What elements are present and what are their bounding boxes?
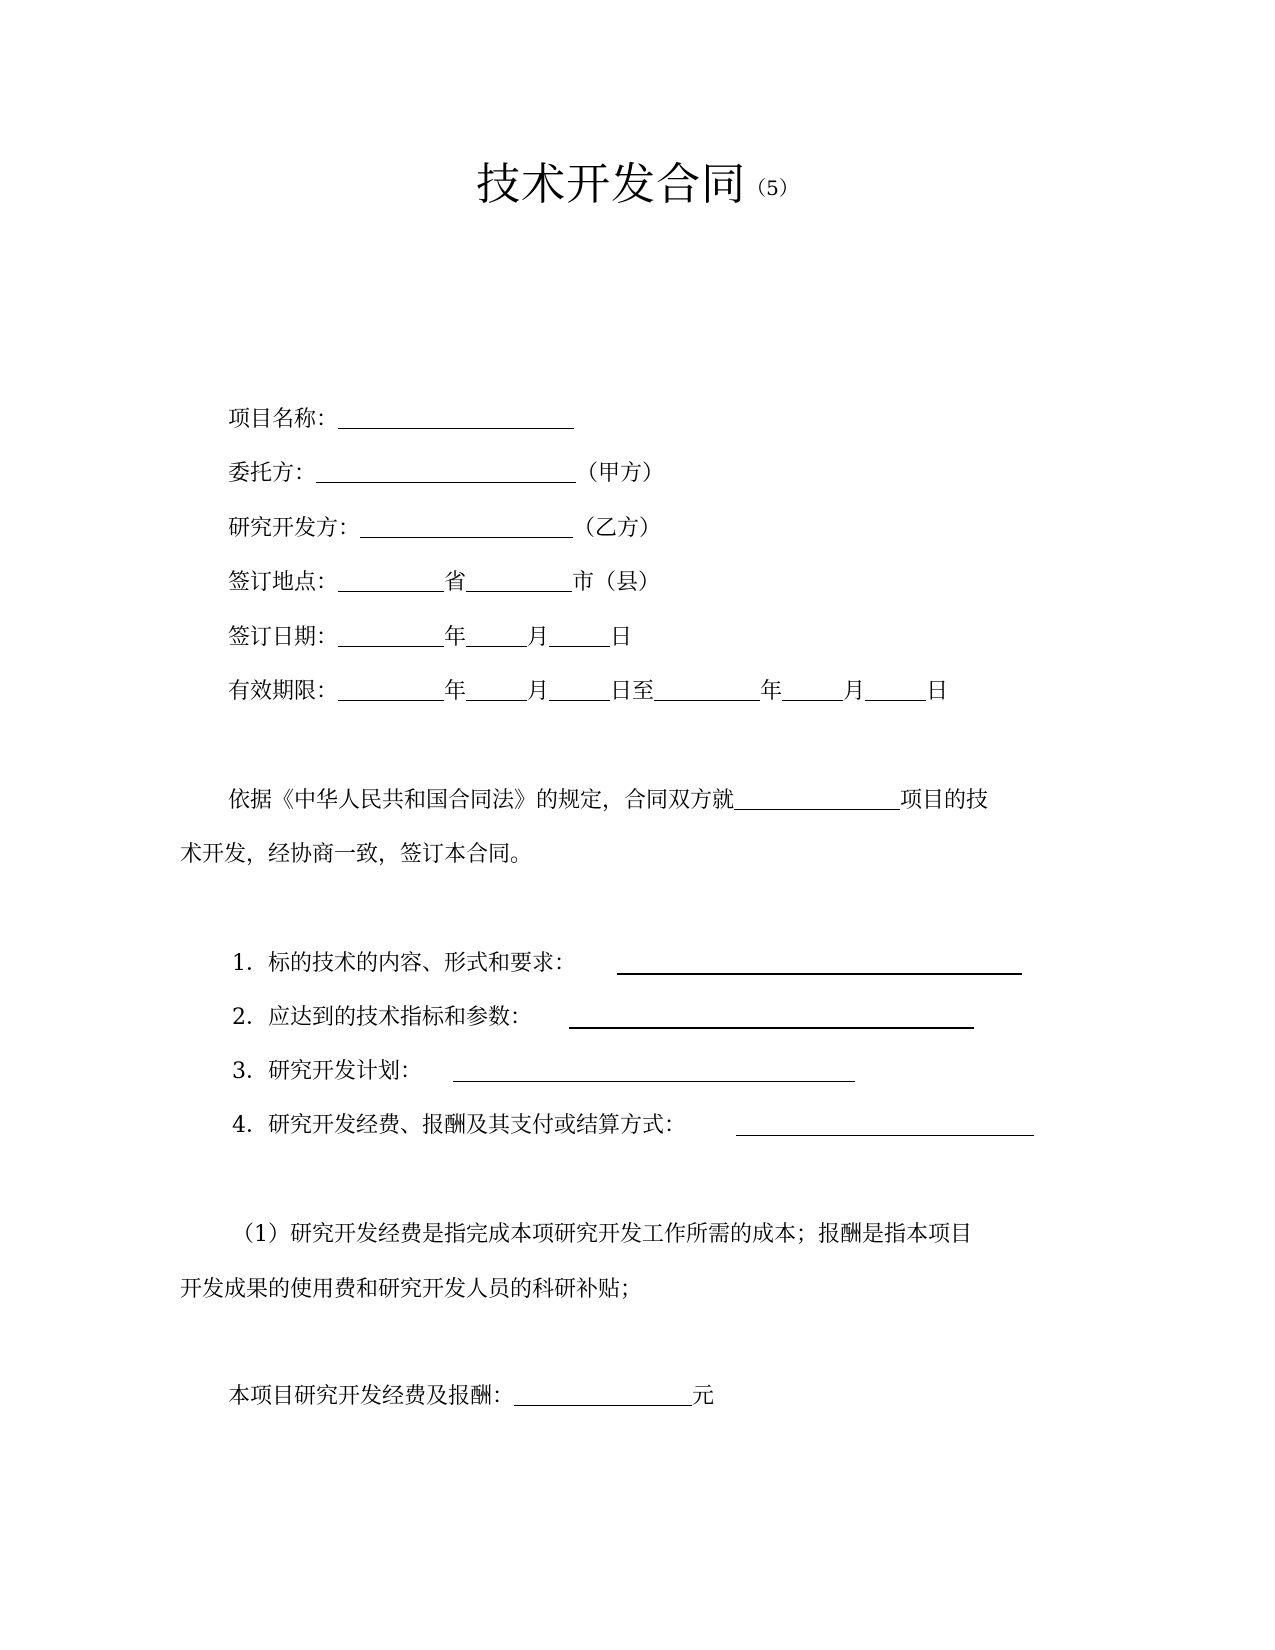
province-blank[interactable]: [338, 569, 444, 592]
start-month-blank[interactable]: [466, 678, 527, 701]
clause-4-blank[interactable]: [736, 1113, 1034, 1136]
clause-4-text: 研究开发经费、报酬及其支付或结算方式：: [268, 1113, 687, 1138]
start-year-blank[interactable]: [338, 678, 444, 701]
clause-1-number: 1．: [232, 951, 268, 976]
sub-clause-line-2: 开发成果的使用费和研究开发人员的科研补贴；: [180, 1277, 643, 1302]
clause-3-number: 3．: [232, 1059, 268, 1084]
project-name-label: 项目名称：: [228, 407, 339, 432]
intro-line-2: 术开发，经协商一致，签订本合同。: [180, 842, 533, 867]
developer-suffix: （乙方）: [573, 516, 662, 541]
project-name-blank[interactable]: [338, 406, 574, 429]
signing-place-row: [228, 568, 660, 598]
sign-day-text: 日: [610, 625, 633, 650]
fee-unit: 元: [692, 1384, 715, 1409]
clause-2-number: 2．: [232, 1005, 268, 1030]
sign-year-text: 年: [444, 625, 467, 650]
end-year-text: 年: [760, 679, 783, 704]
client-label: 委托方：: [228, 461, 317, 486]
developer-blank[interactable]: [360, 515, 573, 538]
client-blank[interactable]: [316, 460, 576, 483]
title-suffix: （5）: [746, 176, 799, 200]
developer-label: 研究开发方：: [228, 516, 361, 541]
clause-3-blank[interactable]: [453, 1059, 855, 1082]
client-suffix: （甲方）: [576, 461, 665, 486]
page-title: [0, 148, 1275, 212]
end-day-text: 日: [926, 679, 949, 704]
end-month-text: 月: [843, 679, 866, 704]
intro-line-1: [228, 786, 988, 816]
intro-end: 项目的技: [900, 788, 989, 813]
start-month-text: 月: [527, 679, 550, 704]
clause-2: [232, 1003, 532, 1033]
sign-day-blank[interactable]: [549, 624, 610, 647]
intro-project-blank[interactable]: [734, 787, 900, 810]
sign-month-text: 月: [527, 625, 550, 650]
clause-4-number: 4．: [232, 1113, 268, 1138]
clause-1-blank[interactable]: [617, 951, 1022, 975]
project-name-row: [228, 405, 574, 435]
signing-date-label: 签订日期：: [228, 625, 339, 650]
validity-label: 有效期限：: [228, 679, 339, 704]
fee-row: [228, 1382, 714, 1412]
sign-year-blank[interactable]: [338, 624, 444, 647]
end-year-blank[interactable]: [654, 678, 760, 701]
intro-start: 依据《中华人民共和国合同法》的规定，合同双方就: [228, 788, 735, 813]
start-year-text: 年: [444, 679, 467, 704]
fee-blank[interactable]: [514, 1383, 692, 1406]
clause-3: [232, 1057, 422, 1087]
client-row: [228, 459, 664, 489]
clause-2-blank[interactable]: [569, 1005, 974, 1029]
sign-month-blank[interactable]: [466, 624, 527, 647]
developer-row: [228, 514, 661, 544]
end-day-blank[interactable]: [865, 678, 926, 701]
validity-row: [228, 677, 948, 707]
title-main: 技术开发合同: [476, 159, 747, 210]
clause-4: [232, 1111, 686, 1141]
clause-2-text: 应达到的技术指标和参数：: [268, 1005, 533, 1030]
signing-date-row: [228, 623, 632, 653]
province-text: 省: [444, 570, 467, 595]
fee-label: 本项目研究开发经费及报酬：: [228, 1384, 515, 1409]
clause-1-text: 标的技术的内容、形式和要求：: [268, 951, 577, 976]
clause-3-text: 研究开发计划：: [268, 1059, 423, 1084]
sub-clause-line-1: （1）研究开发经费是指完成本项研究开发工作所需的成本；报酬是指本项目: [232, 1222, 972, 1247]
end-month-blank[interactable]: [782, 678, 843, 701]
clause-1: [232, 949, 576, 979]
city-text: 市（县）: [572, 570, 661, 595]
start-day-blank[interactable]: [549, 678, 610, 701]
city-blank[interactable]: [466, 569, 572, 592]
day-to-text: 日至: [610, 679, 655, 704]
signing-place-label: 签订地点：: [228, 570, 339, 595]
